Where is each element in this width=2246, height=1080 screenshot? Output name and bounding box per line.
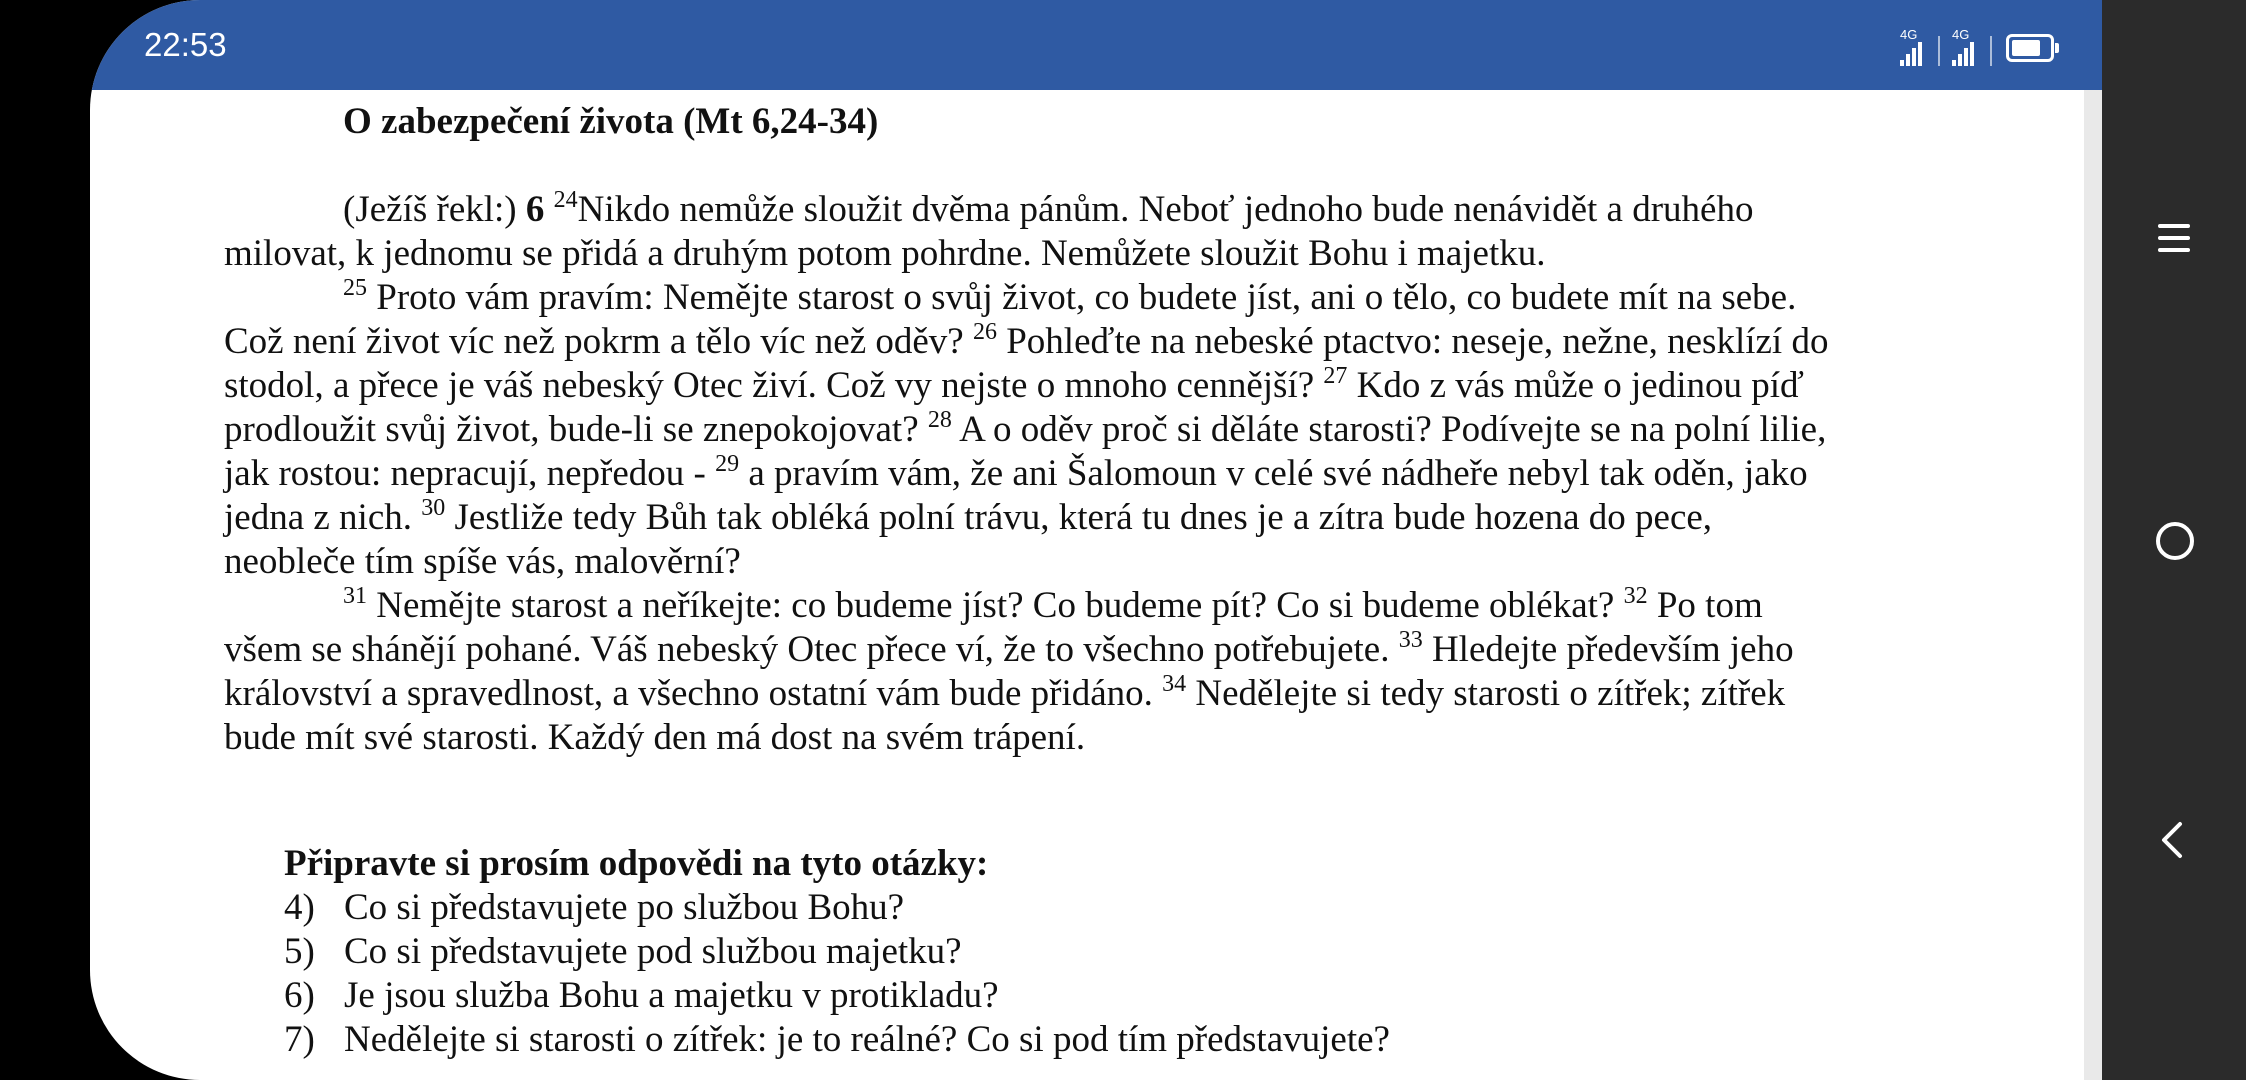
screen	[90, 0, 2102, 1080]
document-page[interactable]	[90, 90, 2084, 1080]
question-item: 4) Co si představujete po službou Bohu?	[284, 887, 905, 928]
text-line: všem se shánějí pohané. Váš nebeský Otec přece ví, že to všechno potřebujete. $^{33}$ Hledejte především jeho	[224, 627, 1794, 670]
network-type-label-2: 4G	[1952, 27, 1970, 42]
questions-heading: Připravte si prosím odpovědi na tyto otázky:	[284, 843, 989, 884]
page-edge	[2084, 90, 2102, 1080]
question-item: 6) Je jsou služba Bohu a majetku v protikladu?	[284, 975, 999, 1016]
text-line: (Ježíš řekl:) 6 $^{24}$Nikdo nemůže sloužit dvěma pánům. Neboť jednoho bude nenávidět a druhého	[343, 187, 1754, 230]
signal-icon	[1898, 27, 1928, 66]
text-line: jak rostou: nepracují, nepředou - $^{29}$ a pravím vám, že ani Šalomoun v celé své nádheře nebyl tak oděn, jako	[224, 451, 1808, 494]
question-item: 5) Co si představujete pod službou majetku?	[284, 931, 962, 972]
status-icons	[1898, 26, 2054, 66]
battery-icon	[2006, 34, 2054, 62]
text-line: $^{25}$ Proto vám pravím: Nemějte starost o svůj život, co budete jíst, ani o tělo, co budete mít na sebe.	[343, 275, 1797, 318]
text-line: bude mít své starosti. Každý den má dost na svém trápení.	[224, 717, 1086, 758]
text-line: jedna z nich. $^{30}$ Jestliže tedy Bůh tak obléká polní trávu, která tu dnes je a zítra bude hozena do pece,	[224, 495, 1713, 538]
text-line: neobleče tím spíše vás, malověrní?	[224, 541, 741, 582]
network-type-label: 4G	[1900, 27, 1918, 42]
menu-icon[interactable]	[2158, 224, 2190, 260]
home-icon[interactable]	[2156, 522, 2194, 560]
status-bar	[90, 0, 2102, 90]
text-line: prodloužit svůj život, bude-li se znepokojovat? $^{28}$ A o oděv proč si děláte starosti? Podívejte se na polní lilie,	[224, 407, 1827, 450]
back-icon[interactable]	[2158, 820, 2188, 860]
question-item: 7) Nedělejte si starosti o zítřek: je to reálné? Co si pod tím představujete?	[284, 1019, 1390, 1060]
text-line: $^{31}$ Nemějte starost a neříkejte: co budeme jíst? Co budeme pít? Co si budeme oblékat? $^{32}$ Po tom	[343, 583, 1763, 626]
signal-icon-2	[1950, 27, 1980, 66]
clock: 22:53	[144, 26, 227, 63]
navigation-bar	[2102, 0, 2246, 1080]
text-line: Což není život víc než pokrm a tělo víc než oděv? $^{26}$ Pohleďte na nebeské ptactvo: neseje, nežne, nesklízí do	[224, 319, 1829, 362]
text-line: stodol, a přece je váš nebeský Otec živí. Což vy nejste o mnoho cennější? $^{27}$ Kdo z vás může o jedinou píď	[224, 363, 1804, 406]
text-line: království a spravedlnost, a všechno ostatní vám bude přidáno. $^{34}$ Nedělejte si tedy starosti o zítřek; zítřek	[224, 671, 1786, 714]
document-title: O zabezpečení života (Mt 6,24-34)	[343, 101, 879, 142]
text-line: milovat, k jednomu se přidá a druhým potom pohrdne. Nemůžete sloužit Bohu i majetku.	[224, 233, 1546, 274]
